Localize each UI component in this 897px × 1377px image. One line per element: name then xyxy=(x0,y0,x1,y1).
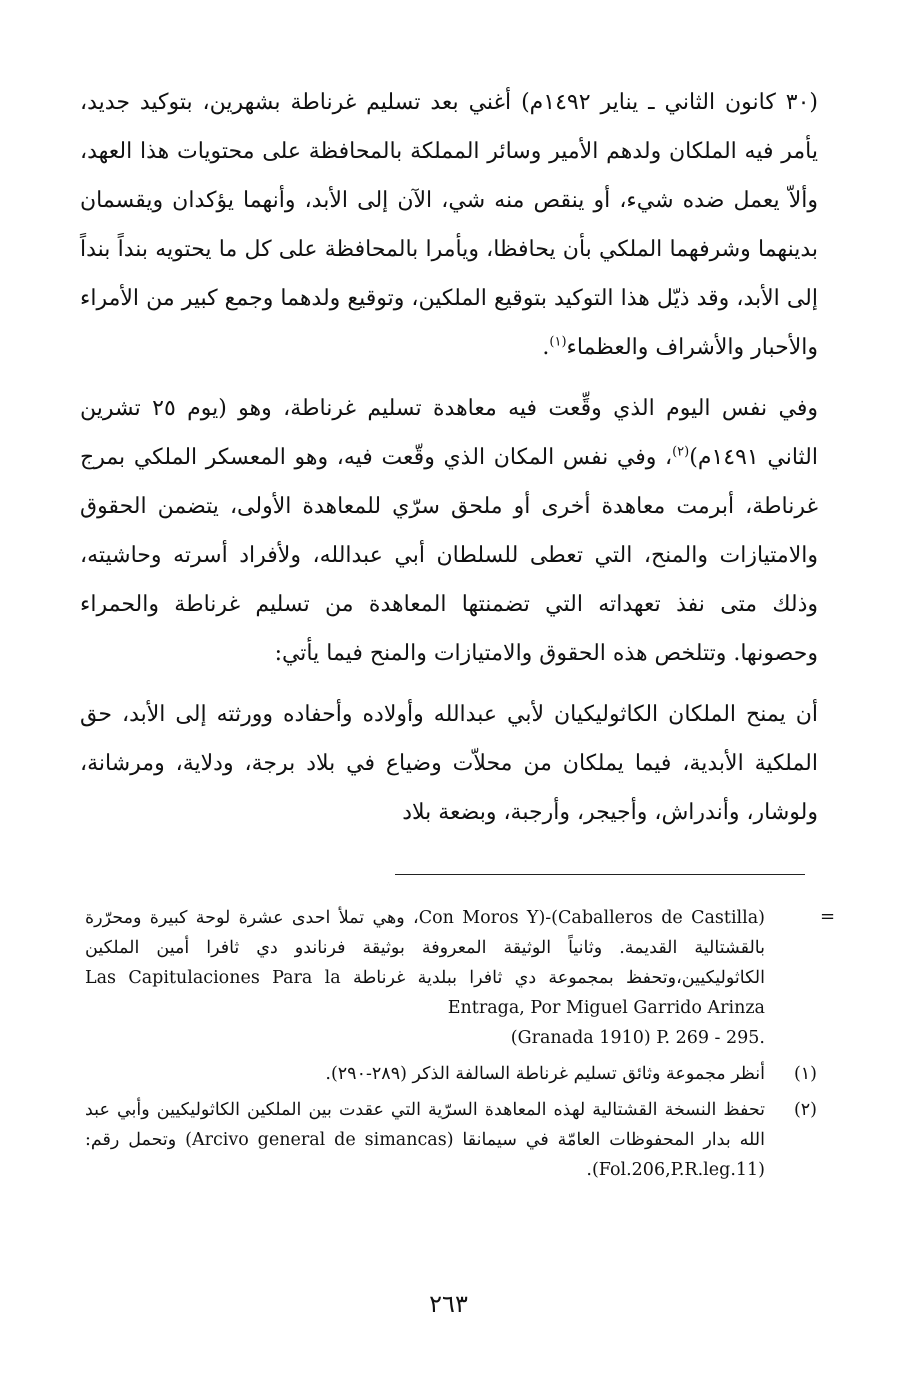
paragraph-1-end: . xyxy=(542,335,550,360)
footnote-continuation-marker: = xyxy=(820,906,836,927)
paragraph-2 xyxy=(80,384,818,678)
footnote-2-number: (٢) xyxy=(793,1100,817,1120)
paragraph-1 xyxy=(80,78,818,372)
footnote-continuation-end: (Granada 1910) P. 269 - 295. xyxy=(510,1028,765,1048)
footnote-1-text: أنظر مجموعة وثائق تسليم غرناطة السالفة الذكر (٢٨٩-٢٩٠). xyxy=(325,1064,765,1084)
page-number: ٢٦٣ xyxy=(429,1290,468,1318)
paragraph-3 xyxy=(80,690,818,837)
footnote-continuation-text: (Caballeros de Castilla)-(Con Moros Y، وهي تملأ احدى عشرة لوحة كبيرة ومحرّرة بالقشتالية القديمة. وثانياً الوثيقة المعروفة بوثيقة فرناندو دي ثافرا أمين الملكين الكاثوليكيين،وتحفظ بمجموعة دي ثافرا ببلدية غرناطة Las Capitulaciones Para la Entraga, Por Miguel Garrido Arinza xyxy=(85,908,765,1018)
main-text xyxy=(80,78,818,837)
paragraph-2-text-a: وفي نفس اليوم الذي وقِّعت فيه معاهدة تسليم غرناطة، وهو (يوم ٢٥ تشرين الثاني ١٤٩١م) xyxy=(80,396,818,470)
footnote-2-text: تحفظ النسخة القشتالية لهذه المعاهدة السرّية التي عقدت بين الملكين الكاثوليكيين وأبي عبد الله بدار المحفوظات العامّة في سيمانقا (Arcivo general de simancas) وتحمل رقم: (Fol.206,P.R.leg.11). xyxy=(85,1100,765,1180)
footnote-separator xyxy=(395,874,805,875)
paragraph-2-text-b: ، وفي نفس المكان الذي وقّعت فيه، وهو المعسكر الملكي بمرج غرناطة، أبرمت معاهدة أخرى أو ملحق سرّي للمعاهدة الأولى، يتضمن الحقوق والامتيازات والمنح، التي تعطى للسلطان أبي عبدالله، ولأفراد أسرته وحاشيته، وذلك متى نفذ تعهداته التي تضمنتها المعاهدة من تسليم غرناطة والحمراء وحصونها. وتتلخص هذه الحقوق والامتيازات والمنح فيما يأتي: xyxy=(80,445,818,666)
paragraph-3-text: أن يمنح الملكان الكاثوليكيان لأبي عبدالله وأولاده وأحفاده وورثته إلى الأبد، حق الملكية الأبدية، فيما يملكان من محلاّت وضياع في بلاد برجة، ودلاية، ومرشانة، ولوشار، وأندراش، وأجيجر، وأرجبة، وبضعة بلاد xyxy=(80,702,818,825)
footnote-ref-1: (١) xyxy=(549,334,567,350)
footnote-ref-2: (٢) xyxy=(672,444,690,460)
footnote-1-number: (١) xyxy=(793,1064,817,1084)
footnote-2 xyxy=(85,1095,817,1185)
footnote-1 xyxy=(85,1059,817,1089)
footnotes xyxy=(85,903,817,1185)
paragraph-1-text: (٣٠ كانون الثاني ـ يناير ١٤٩٢م) أغني بعد تسليم غرناطة بشهرين، بتوكيد جديد، يأمر فيه الملكان ولدهم الأمير وسائر المملكة بالمحافظة على محتويات هذا العهد، وألاّ يعمل ضده شيء، أو ينقص منه شي، الآن إلى الأبد، وأنهما يؤكدان ويقسمان بدينهما وشرفهما الملكي بأن يحافظا، ويأمرا بالمحافظة على كل ما يحتويه بنداً بنداً إلى الأبد، وقد ذيّل هذا التوكيد بتوقيع الملكين، وتوقيع ولدهما وجمع كبير من الأمراء والأحبار والأشراف والعظماء xyxy=(80,90,818,360)
footnote-continuation xyxy=(85,903,765,1053)
